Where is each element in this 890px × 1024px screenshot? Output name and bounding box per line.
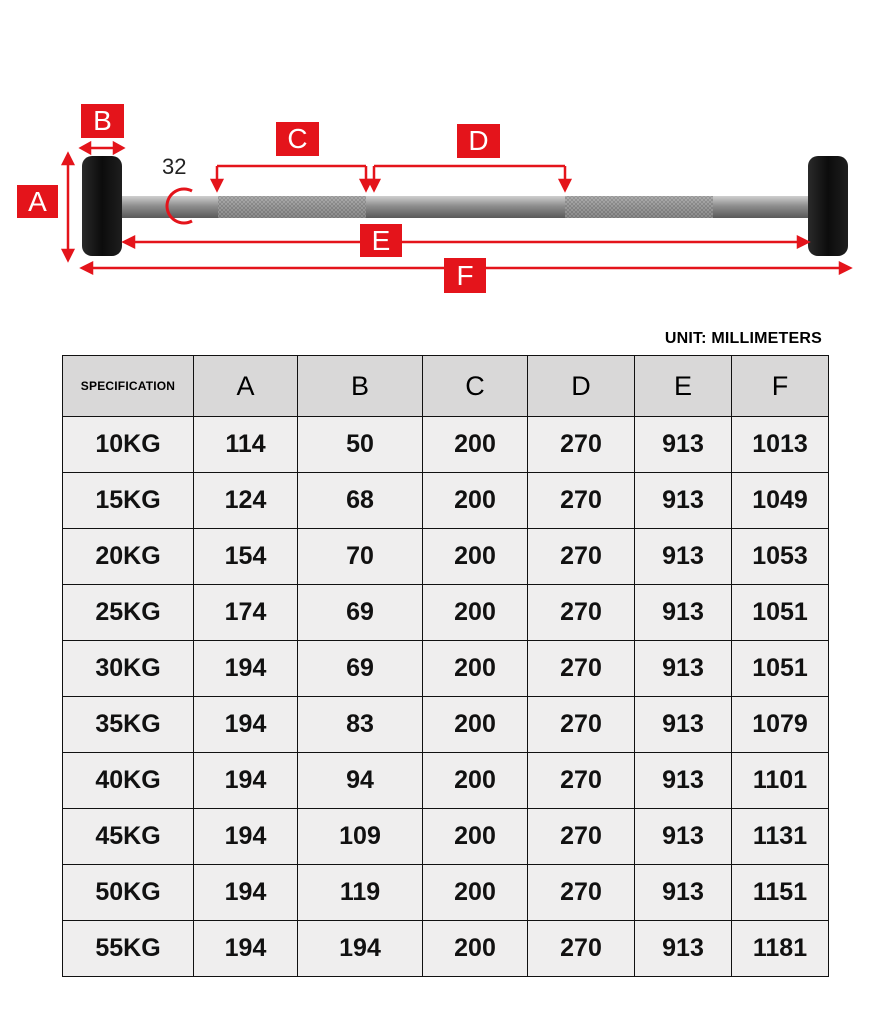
cell-specification: 55KG <box>63 921 194 977</box>
dimension-label-f: F <box>444 258 486 293</box>
header-b: B <box>298 356 423 417</box>
header-specification: SPECIFICATION <box>63 356 194 417</box>
cell-specification: 40KG <box>63 753 194 809</box>
cell-f: 1013 <box>732 417 829 473</box>
right-plate <box>808 156 848 256</box>
knurl-left <box>218 196 366 218</box>
cell-d: 270 <box>528 585 635 641</box>
unit-label: UNIT: MILLIMETERS <box>664 330 822 347</box>
cell-d: 270 <box>528 809 635 865</box>
table-row <box>63 697 829 753</box>
cell-a: 194 <box>194 921 298 977</box>
cell-f: 1131 <box>732 809 829 865</box>
cell-c: 200 <box>423 865 528 921</box>
cell-a: 194 <box>194 641 298 697</box>
cell-f: 1151 <box>732 865 829 921</box>
cell-specification: 25KG <box>63 585 194 641</box>
cell-a: 194 <box>194 809 298 865</box>
header-f: F <box>732 356 829 417</box>
cell-d: 270 <box>528 641 635 697</box>
cell-f: 1051 <box>732 585 829 641</box>
cell-e: 913 <box>635 473 732 529</box>
cell-specification: 15KG <box>63 473 194 529</box>
header-d: D <box>528 356 635 417</box>
table-body <box>63 417 829 977</box>
cell-c: 200 <box>423 585 528 641</box>
table-row <box>63 809 829 865</box>
dimension-label-d: D <box>457 124 500 158</box>
cell-e: 913 <box>635 697 732 753</box>
left-plate <box>82 156 122 256</box>
cell-a: 174 <box>194 585 298 641</box>
cell-specification: 50KG <box>63 865 194 921</box>
cell-f: 1079 <box>732 697 829 753</box>
barbell-diagram <box>0 0 890 310</box>
cell-e: 913 <box>635 865 732 921</box>
cell-specification: 35KG <box>63 697 194 753</box>
cell-specification: 30KG <box>63 641 194 697</box>
cell-b: 109 <box>298 809 423 865</box>
cell-b: 69 <box>298 641 423 697</box>
cell-b: 70 <box>298 529 423 585</box>
cell-f: 1051 <box>732 641 829 697</box>
cell-d: 270 <box>528 417 635 473</box>
cell-c: 200 <box>423 529 528 585</box>
table-row <box>63 921 829 977</box>
cell-b: 68 <box>298 473 423 529</box>
cell-a: 194 <box>194 753 298 809</box>
cell-b: 50 <box>298 417 423 473</box>
table-row <box>63 641 829 697</box>
cell-c: 200 <box>423 809 528 865</box>
cell-e: 913 <box>635 641 732 697</box>
cell-c: 200 <box>423 921 528 977</box>
cell-e: 913 <box>635 585 732 641</box>
cell-a: 124 <box>194 473 298 529</box>
cell-d: 270 <box>528 473 635 529</box>
cell-c: 200 <box>423 753 528 809</box>
table-row <box>63 865 829 921</box>
cell-b: 194 <box>298 921 423 977</box>
cell-f: 1053 <box>732 529 829 585</box>
dimension-label-c: C <box>276 122 319 156</box>
cell-c: 200 <box>423 417 528 473</box>
cell-a: 194 <box>194 697 298 753</box>
knurl-right <box>565 196 713 218</box>
specification-table <box>62 355 829 977</box>
cell-d: 270 <box>528 921 635 977</box>
table-row <box>63 753 829 809</box>
cell-d: 270 <box>528 697 635 753</box>
table-header-row <box>63 356 829 417</box>
cell-a: 194 <box>194 865 298 921</box>
cell-e: 913 <box>635 529 732 585</box>
cell-specification: 45KG <box>63 809 194 865</box>
cell-b: 69 <box>298 585 423 641</box>
cell-f: 1181 <box>732 921 829 977</box>
table-row <box>63 473 829 529</box>
cell-b: 119 <box>298 865 423 921</box>
table-row <box>63 585 829 641</box>
dimension-label-e: E <box>360 224 402 257</box>
table-row <box>63 529 829 585</box>
cell-e: 913 <box>635 921 732 977</box>
cell-d: 270 <box>528 753 635 809</box>
cell-a: 154 <box>194 529 298 585</box>
cell-b: 94 <box>298 753 423 809</box>
cell-e: 913 <box>635 809 732 865</box>
dimension-label-b: B <box>81 104 124 138</box>
header-a: A <box>194 356 298 417</box>
cell-b: 83 <box>298 697 423 753</box>
dimension-label-a: A <box>17 185 58 218</box>
grip-diameter-label: 32 <box>162 154 187 179</box>
cell-d: 270 <box>528 865 635 921</box>
header-c: C <box>423 356 528 417</box>
cell-c: 200 <box>423 473 528 529</box>
cell-a: 114 <box>194 417 298 473</box>
cell-e: 913 <box>635 753 732 809</box>
cell-f: 1049 <box>732 473 829 529</box>
cell-specification: 10KG <box>63 417 194 473</box>
cell-d: 270 <box>528 529 635 585</box>
header-e: E <box>635 356 732 417</box>
cell-e: 913 <box>635 417 732 473</box>
cell-c: 200 <box>423 697 528 753</box>
cell-c: 200 <box>423 641 528 697</box>
cell-f: 1101 <box>732 753 829 809</box>
cell-specification: 20KG <box>63 529 194 585</box>
table-row <box>63 417 829 473</box>
